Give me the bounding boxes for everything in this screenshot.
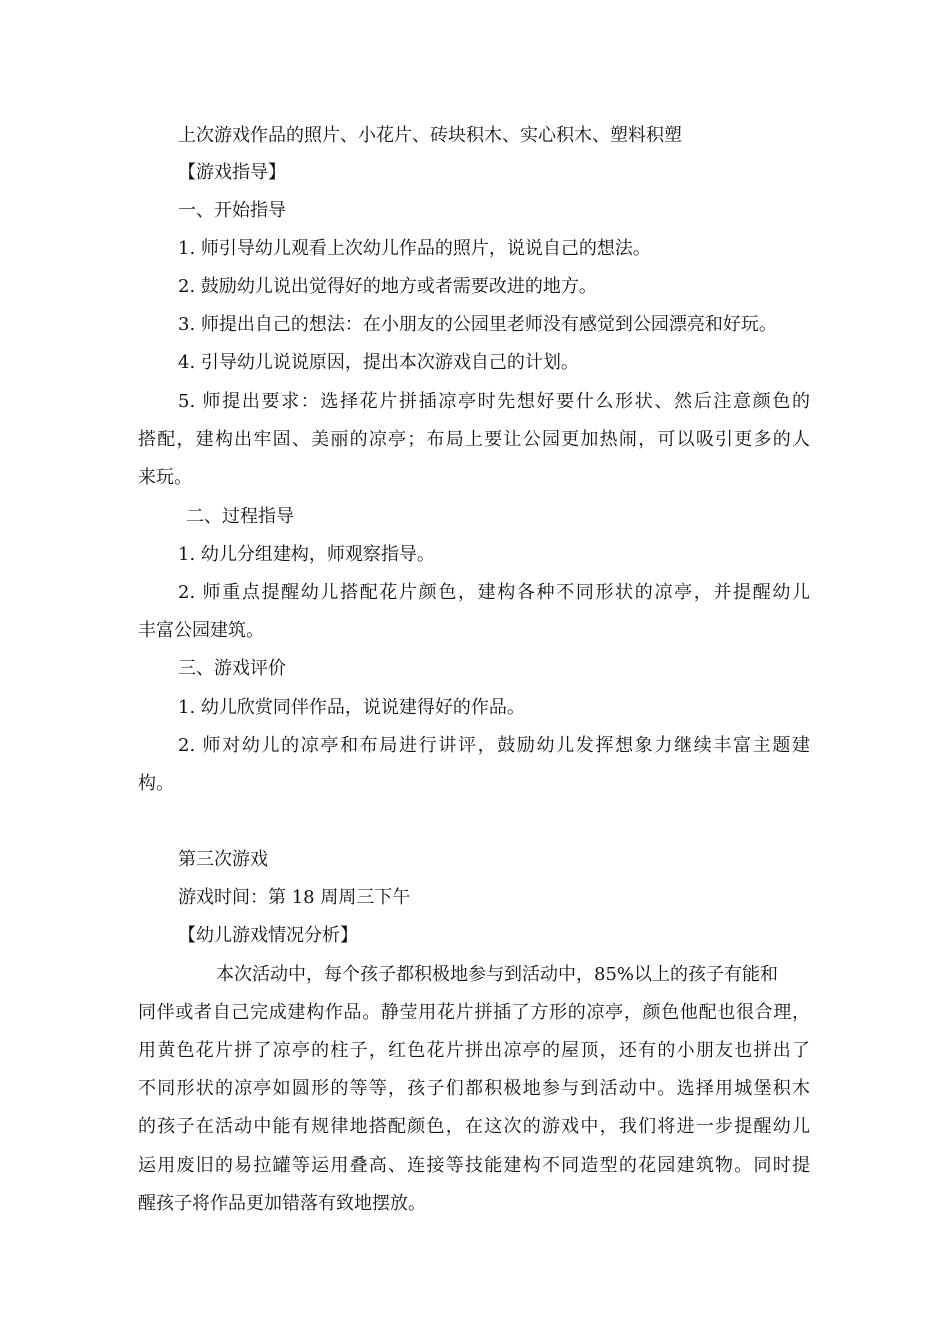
materials-line: 上次游戏作品的照片、小花片、砖块积木、实心积木、塑料积塑 bbox=[178, 125, 682, 146]
subheading-process-guidance: 二、过程指导 bbox=[186, 506, 294, 527]
analysis-paragraph-line: 同伴或者自己完成建构作品。静莹用花片拼插了方形的凉亭，颜色他配也很合理， bbox=[138, 1002, 810, 1023]
game-time: 游戏时间：第 18 周周三下午 bbox=[178, 887, 411, 908]
list-item: 2. 鼓励幼儿说出觉得好的地方或者需要改进的地方。 bbox=[178, 276, 597, 297]
list-item: 2. 师重点提醒幼儿搭配花片颜色，建构各种不同形状的凉亭，并提醒幼儿 bbox=[178, 582, 810, 603]
list-item: 3. 师提出自己的想法：在小朋友的公园里老师没有感觉到公园漂亮和好玩。 bbox=[178, 314, 777, 335]
analysis-paragraph-line: 本次活动中，每个孩子都积极地参与到活动中，85%以上的孩子有能和 bbox=[216, 964, 779, 985]
list-item: 1. 师引导幼儿观看上次幼儿作品的照片，说说自己的想法。 bbox=[178, 238, 651, 259]
subheading-game-evaluation: 三、游戏评价 bbox=[178, 658, 286, 679]
subheading-start-guidance: 一、开始指导 bbox=[178, 200, 286, 221]
list-item-continuation: 丰富公园建筑。 bbox=[138, 620, 264, 641]
list-item: 2. 师对幼儿的凉亭和布局进行讲评，鼓励幼儿发挥想象力继续丰富主题建 bbox=[178, 735, 810, 756]
analysis-paragraph-line: 运用废旧的易拉罐等运用叠高、连接等技能建构不同造型的花园建筑物。同时提 bbox=[138, 1155, 810, 1176]
analysis-paragraph-line: 的孩子在活动中能有规律地搭配颜色，在这次的游戏中，我们将进一步提醒幼儿 bbox=[138, 1116, 810, 1137]
section-heading-game-guidance: 【游戏指导】 bbox=[178, 162, 286, 183]
list-item-continuation: 构。 bbox=[138, 773, 174, 794]
analysis-paragraph-line: 不同形状的凉亭如圆形的等等，孩子们都积极地参与到活动中。选择用城堡积木 bbox=[138, 1078, 810, 1099]
list-item: 5. 师提出要求：选择花片拼插凉亭时先想好要什么形状、然后注意颜色的 bbox=[178, 391, 810, 412]
section-title-third-game: 第三次游戏 bbox=[178, 849, 268, 870]
list-item: 1. 幼儿欣赏同伴作品，说说建得好的作品。 bbox=[178, 697, 525, 718]
section-heading-analysis: 【幼儿游戏情况分析】 bbox=[178, 925, 358, 946]
list-item-continuation: 来玩。 bbox=[138, 467, 192, 488]
analysis-paragraph-line: 醒孩子将作品更加错落有致地摆放。 bbox=[138, 1193, 426, 1214]
list-item-continuation: 搭配，建构出牢固、美丽的凉亭；布局上要让公园更加热闹，可以吸引更多的人 bbox=[138, 429, 810, 450]
analysis-paragraph-line: 用黄色花片拼了凉亭的柱子，红色花片拼出凉亭的屋顶，还有的小朋友也拼出了 bbox=[138, 1040, 810, 1061]
list-item: 1. 幼儿分组建构，师观察指导。 bbox=[178, 544, 435, 565]
list-item: 4. 引导幼儿说说原因，提出本次游戏自己的计划。 bbox=[178, 352, 579, 373]
